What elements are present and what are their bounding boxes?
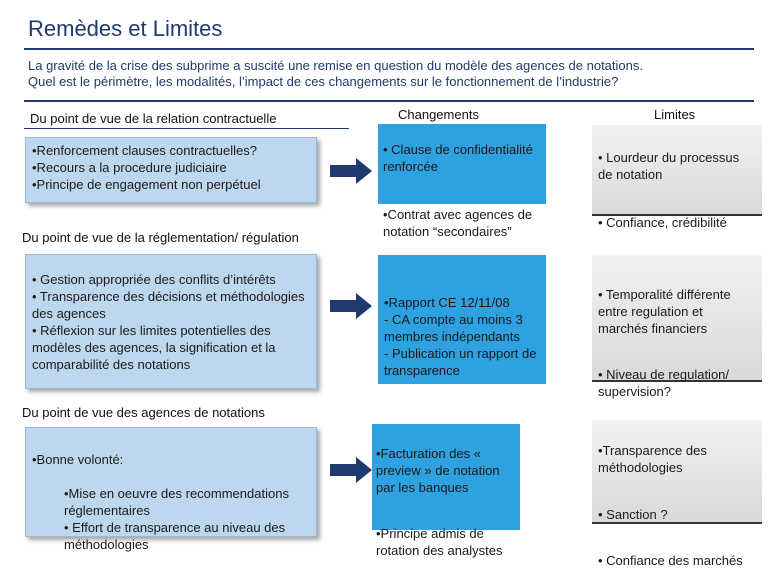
reglementation-change-1: •Rapport CE 12/11/08 - CA compte au moins 3 membres indépendants - Publication un rapport de transparence xyxy=(384,295,537,378)
agences-left-box xyxy=(25,427,317,552)
section-agences-header: Du point de vue des agences de notations xyxy=(22,405,265,420)
reglementation-changes-box xyxy=(378,255,546,384)
contractuelle-left-box: •Renforcement clauses contractuelles? •Recours a la procedure judiciaire •Principe de engagement non perpétuel xyxy=(25,137,317,203)
section-reglementation-header: Du point de vue de la réglementation/ régulation xyxy=(22,230,299,245)
agences-limits-box xyxy=(592,420,762,568)
arrow-agences xyxy=(330,457,372,483)
agences-changes-box xyxy=(372,424,520,558)
agences-change-2: •Principe admis de rotation des analystes xyxy=(376,526,503,558)
agences-left-main: •Bonne volonté: xyxy=(32,452,124,467)
section-contractuelle-header: Du point de vue de la relation contractuelle xyxy=(30,111,277,126)
column-header-changements: Changements xyxy=(398,107,479,122)
contractuelle-changes-box xyxy=(378,124,546,239)
agences-limit-2: • Sanction ? xyxy=(598,507,668,522)
reglementation-left-box: • Gestion appropriée des conflits d’intérêts • Transparence des décisions et méthodologies des agences • Réflexion sur les limites potentielles des modèles des agences, la signification et la comparabilité des notations xyxy=(25,254,317,389)
section-contractuelle-rule xyxy=(24,128,349,129)
contractuelle-limit-1: • Lourdeur du processus de notation xyxy=(598,150,740,182)
agences-limit-1: •Transparence des méthodologies xyxy=(598,443,707,475)
intro-line-1: La gravité de la crise des subprime a suscité une remise en question du modèle des agences de notations. xyxy=(28,58,643,73)
reglementation-limit-2: • Niveau de regulation/ supervision? xyxy=(598,367,730,399)
reglementation-limits-box xyxy=(592,255,762,399)
arrow-contractuelle xyxy=(330,158,372,184)
intro-line-2: Quel est le périmètre, les modalités, l’impact de ces changements sur le fonctionnement de l’industrie? xyxy=(28,74,619,89)
agences-change-1: •Facturation des « preview » de notation par les banques xyxy=(376,446,500,495)
contractuelle-change-1: • Clause de confidentialité renforcée xyxy=(383,142,533,174)
arrow-reglementation xyxy=(330,293,372,319)
agences-limit-3: • Confiance des marchés xyxy=(598,553,743,568)
contractuelle-change-2: •Contrat avec agences de notation “secondaires” xyxy=(383,207,533,239)
page-title: Remèdes et Limites xyxy=(28,16,223,41)
intro-rule xyxy=(24,100,754,102)
agences-left-sub: •Mise en oeuvre des recommendations réglementaires • Effort de transparence au niveau des méthodologies xyxy=(64,486,289,552)
reglementation-limit-1: • Temporalité différente entre regulation et marchés financiers xyxy=(598,287,731,336)
contractuelle-limits-box xyxy=(592,125,762,230)
contractuelle-limit-2: • Confiance, crédibilité xyxy=(598,215,727,230)
intro-text xyxy=(28,58,748,90)
column-header-limites: Limites xyxy=(654,107,696,122)
title-rule xyxy=(24,48,754,50)
